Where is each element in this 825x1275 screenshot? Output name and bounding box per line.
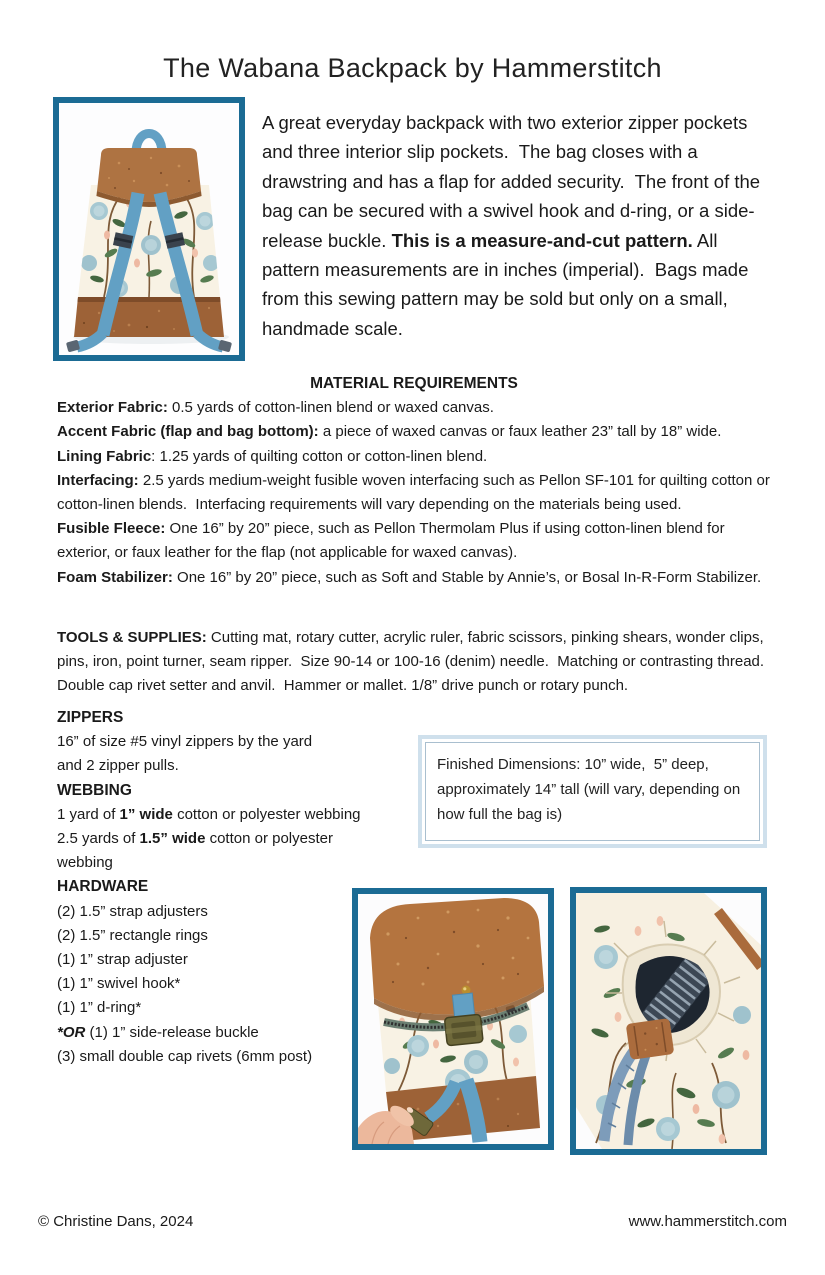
zippers-heading: ZIPPERS bbox=[57, 709, 124, 726]
cork-flap bbox=[97, 148, 201, 202]
supplies-column bbox=[57, 706, 389, 1069]
hardware-heading: HARDWARE bbox=[57, 878, 149, 896]
flap-buckle-photo-frame bbox=[352, 888, 554, 1150]
finished-dimensions-box bbox=[418, 735, 767, 848]
materials-section bbox=[57, 372, 775, 590]
hardware-item: (2) 1.5” rectangle rings bbox=[57, 926, 208, 944]
footer-copyright: © Christine Dans, 2024 bbox=[38, 1213, 194, 1230]
material-item: Exterior Fabric: 0.5 yards of cotton-linen blend or waxed canvas. bbox=[57, 399, 494, 417]
tools-text: Cutting mat, rotary cutter, acrylic ruler, fabric scissors, pinking shears, wonder clips, pins, iron, point turner, seam ripper. Size 90-14 or 100-16 (denim) needle. Matching or contrasting thread. Double cap rivet setter and anvil. Hammer or mallet. 1/8” drive punch or rotary punch. bbox=[57, 629, 769, 695]
cork-tab bbox=[626, 1018, 675, 1060]
material-item: Accent Fabric (flap and bag bottom): a piece of waxed canvas or faux leather 23” tall by 18” wide. bbox=[57, 423, 722, 441]
webbing-line: 2.5 yards of 1.5” wide cotton or polyester webbing bbox=[57, 830, 338, 872]
intro-text: A great everyday backpack with two exterior zipper pockets and three interior slip pockets. The bag closes with a drawstring and has a flap for added security. The front of the bag can be secured with a swivel hook and d-ring, or a side-release buckle. bbox=[262, 112, 766, 251]
drawstring-photo-frame bbox=[570, 887, 767, 1155]
tools-label: TOOLS & SUPPLIES: bbox=[57, 629, 207, 646]
materials-heading: MATERIAL REQUIREMENTS bbox=[310, 375, 518, 392]
hardware-item: *OR (1) 1” side-release buckle bbox=[57, 1023, 259, 1041]
hardware-item: (3) small double cap rivets (6mm post) bbox=[57, 1047, 313, 1065]
material-item: Lining Fabric: 1.25 yards of quilting cotton or cotton-linen blend. bbox=[57, 447, 488, 465]
material-item: Foam Stabilizer: One 16” by 20” piece, such as Soft and Stable by Annie’s, or Bosal In-R-Form Stabilizer. bbox=[57, 568, 762, 586]
hardware-item: (2) 1.5” strap adjusters bbox=[57, 902, 208, 920]
material-item: Fusible Fleece: One 16” by 20” piece, such as Pellon Thermolam Plus if using cotton-linen blend for exterior, or faux leather for the flap (not applicable for waxed canvas). bbox=[57, 520, 729, 562]
backpack-back-photo-frame bbox=[53, 97, 245, 361]
zipper-line: 16” of size #5 vinyl zippers by the yard bbox=[57, 733, 313, 751]
hardware-item: (1) 1” strap adjuster bbox=[57, 951, 188, 969]
intro-paragraph bbox=[262, 108, 766, 343]
flap-buckle-photo bbox=[358, 894, 548, 1144]
backpack-back-photo bbox=[59, 103, 239, 355]
material-item: Interfacing: 2.5 yards medium-weight fusible woven interfacing such as Pellon SF-101 for quilting cotton or cotton-linen blends. Interfacing requirements will vary depending on the materials being used. bbox=[57, 471, 775, 514]
page-title: The Wabana Backpack by Hammerstitch bbox=[163, 53, 662, 83]
zipper-line: and 2 zipper pulls. bbox=[57, 757, 179, 775]
finished-dimensions-text: Finished Dimensions: 10” wide, 5” deep, approximately 14” tall (will vary, depending on how full the bag is) bbox=[437, 756, 745, 823]
hardware-item: (1) 1” d-ring* bbox=[57, 999, 142, 1017]
hardware-item: (1) 1” swivel hook* bbox=[57, 975, 181, 993]
side-release-buckle bbox=[444, 1014, 483, 1046]
tools-paragraph bbox=[57, 626, 771, 699]
webbing-heading: WEBBING bbox=[57, 781, 132, 799]
intro-bold-text: This is a measure-and-cut pattern. bbox=[391, 229, 693, 251]
intro-text-after: All pattern measurements are in inches (imperial). Bags made from this sewing pattern may be sold but only on a small, handmade scale. bbox=[262, 229, 754, 339]
footer-website: www.hammerstitch.com bbox=[628, 1213, 787, 1230]
drawstring-photo bbox=[576, 893, 761, 1149]
webbing-line: 1 yard of 1” wide cotton or polyester webbing bbox=[57, 805, 361, 823]
